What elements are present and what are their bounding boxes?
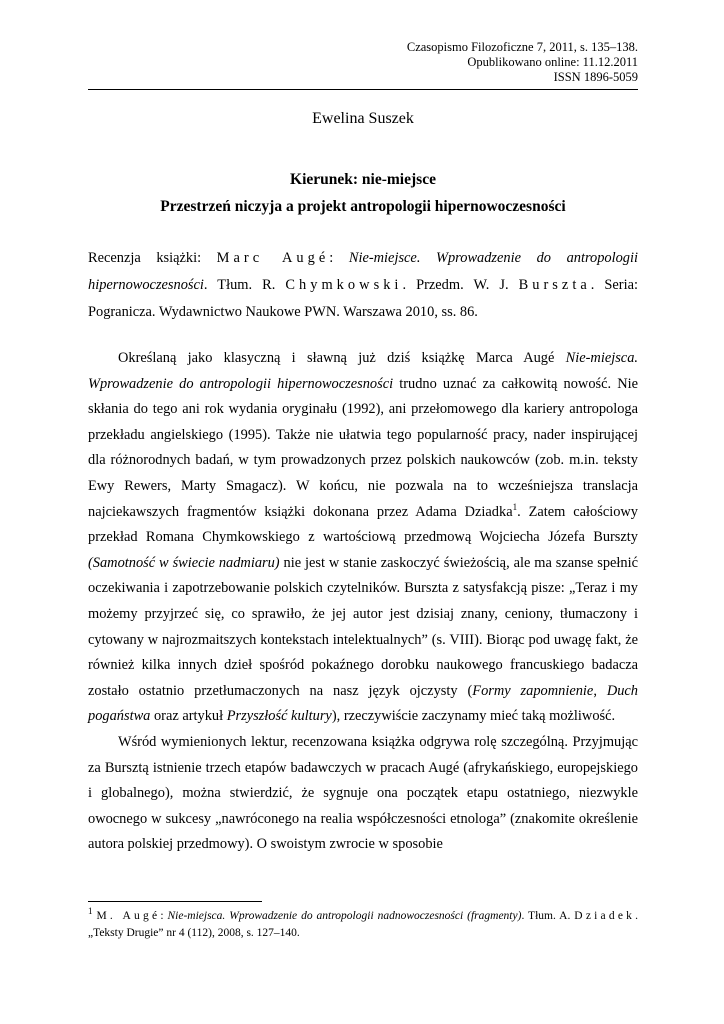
footnote-mid: . Tłum. A.: [521, 910, 571, 922]
editor-name: Bursztа: [518, 277, 591, 293]
paragraph-2: Wśród wymienionych lektur, recenzowana książka odgrywa rolę szczególną. Przyjmując za Bursztą istnienie trzech etapów badawczych w pracach Augé (afrykańskiego, europejskiego i globalnego), można stwierdzić, że sygnuje ona początek etapu ostatniego, niezwykle owocnego w sukcesy „nawróconego na realia współczesności etnologa” (znakomite określenie autora polskiej przedmowy). O swoistym zwrocie w sposobie: [88, 733, 638, 853]
review-rest: . Seria: Pogranicza. Wydawnictwo Naukowe PWN. Warszawa 2010, ss. 86.: [88, 277, 638, 320]
translator-name: Chymkowski: [285, 277, 403, 293]
text-run: ,: [593, 682, 607, 699]
journal-header: [238, 40, 638, 85]
online-date: Opublikowano online: 11.12.2011: [467, 55, 638, 69]
italic-run: Nie-miejsca. Wprowadzenie do antropologii hipernowoczesności: [88, 350, 638, 392]
article-body: [88, 346, 638, 858]
italic-run: Formy zapomnienie: [472, 682, 594, 699]
title-line-2: Przestrzeń niczyja a projekt antropologii hipernowoczesności: [160, 198, 566, 215]
paragraph-1: [88, 346, 638, 730]
journal-citation: Czasopismo Filozoficzne 7, 2011, s. 135–138.: [406, 40, 638, 54]
footnote-number: 1: [88, 906, 93, 917]
footnote-title: Nie-miejsca. Wprowadzenie do antropologii nadnowoczesności (fragmenty): [167, 910, 522, 922]
footnote: [88, 908, 638, 942]
footnote-rule: [88, 901, 262, 902]
text-run: Określaną jako klasyczną i sławną już dziś książkę Marca Augé: [118, 350, 566, 366]
italic-run: (Samotność w świecie nadmiaru): [88, 554, 280, 571]
review-prefix: Recenzja książki:: [88, 250, 202, 266]
footnote-author: M. Augé: [96, 910, 161, 922]
text-run: oraz artykuł: [150, 708, 227, 725]
text-run: trudno uznać za całkowitą nowość. Nie skłania do tego ani rok wydania oryginału (1992), ani przełomowego dla kariery antropologa przekładu angielskiego (1995). Także nie ułatwia tego popularność pracy, nader inspirującej dla różnorodnych badań, w tym prowadzonych przez polskich naukowców (zob. m.in. teksty Ewy Rewers, Marty Smagacz). W końcu, nie pozwala na to wcześniejsza translacja najciekawszych fragmentów książki dokonana przez Adama Dziadka: [88, 375, 638, 520]
translator-prefix: . Tłum. R.: [203, 277, 276, 293]
title-line-1: Kierunek: nie-miejsce: [290, 171, 436, 188]
review-citation: [88, 245, 638, 326]
article-title: [88, 166, 638, 220]
text-run: ), rzeczywiście zaczynamy mieć taką możliwość.: [331, 708, 616, 725]
article-author: Ewelina Suszek: [312, 110, 414, 127]
footnote-ref[interactable]: 1: [512, 501, 518, 512]
issn: ISSN 1896-5059: [553, 70, 638, 84]
editor-prefix: . Przedm. W. J.: [402, 277, 509, 293]
colon: :: [160, 910, 168, 922]
book-author: Marc Augé: [216, 250, 330, 266]
italic-run: Przyszłość kultury: [226, 708, 332, 725]
footnote-rest: . „Teksty Drugie” nr 4 (112), 2008, s. 127–140.: [88, 910, 639, 939]
book-title: Nie-miejsce. Wprowadzenie do antropologii hipernowoczesności: [88, 250, 638, 293]
italic-run: Duch pogaństwa: [88, 682, 638, 725]
footnote-translator: Dziadek: [574, 910, 636, 922]
header-rule: [88, 89, 638, 90]
colon: :: [329, 250, 334, 266]
text-run: nie jest w stanie zaskoczyć świeżością, ale ma szanse spełnić oczekiwania i zapotrzebowanie polskich czytelników. Bursztа z satysfakcją pisze: „Teraz i my możemy przyjrzeć się, co sprawiło, że jej autor jest dzisiaj znany, ceniony, tłumaczony i cytowany w najrozmaitszych kontekstach intelektualnych” (s. VIII). Biorąc pod uwagę fakt, że również kilka innych dzieł spośród pokaźnego dorobku naukowego francuskiego badacza zostało ostatnio przetłumaczonych na nasz język ojczysty (: [88, 554, 638, 699]
text-run: . Zatem całościowy przekład Romana Chymkowskiego z wartościową przedmową Wojciecha Józefa Burszty: [88, 503, 638, 546]
